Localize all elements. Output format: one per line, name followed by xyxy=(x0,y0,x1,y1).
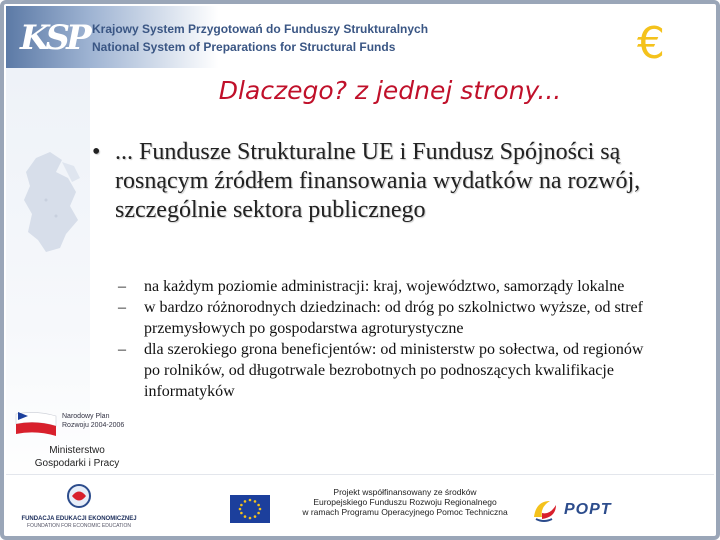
sub-bullet-text: dla szerokiego grona beneficjentów: od ministerstw po sołectwa, od regionów po rolników, od długotrwale bezrobotnych po podnoszących kwalifikacje informatyków xyxy=(144,341,644,400)
popt-logo xyxy=(530,497,620,523)
project-line2: Europejskiego Funduszu Rozwoju Regionalnego xyxy=(313,497,497,507)
sub-bullet-text: w bardzo różnorodnych dziedzinach: od dróg po szkolnictwo wyższe, od stref przemysłowych po gospodarstwa agroturystyczne xyxy=(144,299,643,337)
euro-icon: € xyxy=(637,18,665,69)
sub-bullet-marker: – xyxy=(118,341,126,358)
sub-bullet-marker: – xyxy=(118,299,126,316)
header-banner xyxy=(6,6,714,68)
npr-line1: Narodowy Plan xyxy=(62,413,110,420)
eu-flag-icon xyxy=(230,495,270,523)
slide-title: Dlaczego? z jednej strony... xyxy=(218,76,562,105)
project-line1: Projekt współfinansowany ze środków xyxy=(333,487,477,497)
popt-swirl-icon xyxy=(530,497,560,523)
header-title-en: National System of Preparations for Structural Funds xyxy=(92,40,396,54)
footer-bar xyxy=(6,474,714,532)
fundacja-sub: FOUNDATION FOR ECONOMIC EDUCATION xyxy=(27,523,131,529)
ministry-line2: Gospodarki i Pracy xyxy=(34,458,120,469)
main-bullet-text: ... Fundusze Strukturalne UE i Fundusz Spójności są rosnącym źródłem finansowania wydatków na rozwój, szczególnie sektora publicznego xyxy=(115,139,641,223)
poland-flag-icon xyxy=(14,410,58,440)
fee-logo-icon xyxy=(64,483,94,509)
sub-bullet-item xyxy=(118,297,658,339)
eu-map-icon xyxy=(16,148,86,268)
bullet-marker: • xyxy=(92,139,101,165)
ministry-line1: Ministerstwo xyxy=(49,445,105,456)
fundacja-logo xyxy=(14,483,144,529)
ksp-logo-text: KSP xyxy=(20,18,88,58)
main-bullet xyxy=(92,138,692,225)
sub-bullet-text: na każdym poziomie administracji: kraj, województwo, samorządy lokalne xyxy=(144,278,625,295)
ksp-logo xyxy=(20,18,88,68)
npr-text xyxy=(62,412,124,430)
sub-bullet-marker: – xyxy=(118,278,126,295)
header-title-pl: Krajowy System Przygotowań do Funduszy Strukturalnych xyxy=(92,22,429,36)
sub-bullet-item xyxy=(118,276,658,297)
project-line3: w ramach Programu Operacyjnego Pomoc Techniczna xyxy=(302,507,508,517)
sub-bullet-list xyxy=(118,276,658,402)
ministry-logo xyxy=(22,444,132,470)
popt-text: POPT xyxy=(564,501,612,518)
npr-logo xyxy=(14,408,124,442)
fundacja-name: FUNDACJA EDUKACJI EKONOMICZNEJ xyxy=(21,516,137,522)
npr-line2: Rozwoju 2004-2006 xyxy=(62,422,125,429)
project-cofinancing-text xyxy=(280,487,530,517)
sub-bullet-item xyxy=(118,339,658,402)
